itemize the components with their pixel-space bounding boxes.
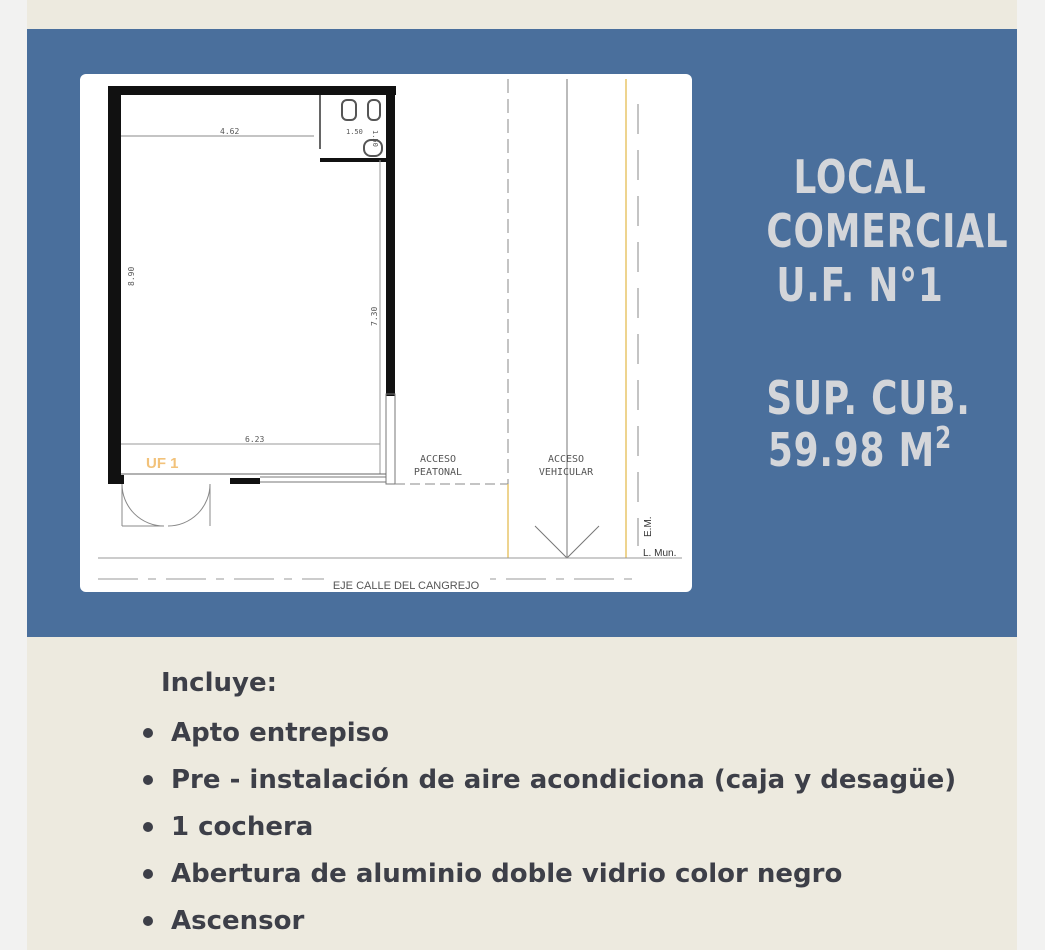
list-item bbox=[136, 759, 956, 806]
list-item-text: Pre - instalación de aire acondiciona (caja y desagüe) bbox=[171, 765, 957, 795]
floor-plan-image bbox=[80, 74, 692, 592]
acceso-peatonal-line2: PEATONAL bbox=[413, 467, 463, 478]
em-label: E.M. bbox=[643, 516, 654, 537]
floor-plan-drawing bbox=[80, 74, 692, 592]
acceso-peatonal-line1: ACCESO bbox=[419, 454, 457, 465]
includes-heading: Incluye: bbox=[161, 668, 277, 698]
dim-inner-height: 7.30 bbox=[370, 306, 379, 326]
bullet-icon bbox=[143, 728, 153, 738]
list-item-text: Abertura de aluminio doble vidrio color negro bbox=[171, 859, 843, 889]
surface-value-line bbox=[766, 421, 953, 477]
bullet-icon bbox=[143, 822, 153, 832]
bullet-icon bbox=[143, 916, 153, 926]
unit-title bbox=[766, 150, 1009, 312]
list-item-text: 1 cochera bbox=[171, 812, 314, 842]
dim-top-width: 4.62 bbox=[220, 127, 240, 136]
surface-label: SUP. CUB. bbox=[766, 371, 971, 425]
list-item bbox=[136, 853, 956, 900]
surface-block bbox=[766, 371, 971, 477]
title-line3: U.F. N°1 bbox=[776, 258, 944, 312]
surface-value: 59.98 M bbox=[767, 423, 936, 477]
acceso-vehicular-line2: VEHICULAR bbox=[538, 467, 594, 478]
dim-bath-width: 1.50 bbox=[346, 128, 363, 136]
dim-bottom-width: 6.23 bbox=[245, 435, 265, 444]
lmun-label: L. Mun. bbox=[643, 548, 677, 559]
title-line1: LOCAL bbox=[793, 150, 927, 204]
unit-label: UF 1 bbox=[146, 455, 179, 472]
surface-unit-superscript: 2 bbox=[935, 421, 953, 456]
list-item-text: Ascensor bbox=[171, 906, 305, 936]
bullet-icon bbox=[143, 869, 153, 879]
acceso-vehicular-line1: ACCESO bbox=[547, 454, 585, 465]
bullet-icon bbox=[143, 775, 153, 785]
dim-left-height: 8.90 bbox=[127, 266, 136, 286]
list-item bbox=[136, 900, 956, 947]
list-item bbox=[136, 712, 956, 759]
title-line2: COMERCIAL bbox=[766, 204, 1009, 258]
list-item bbox=[136, 806, 956, 853]
includes-list bbox=[136, 712, 956, 947]
dim-bath-depth: 1.50 bbox=[371, 130, 379, 147]
list-item-text: Apto entrepiso bbox=[171, 718, 389, 748]
street-label: EJE CALLE DEL CANGREJO bbox=[332, 580, 480, 592]
